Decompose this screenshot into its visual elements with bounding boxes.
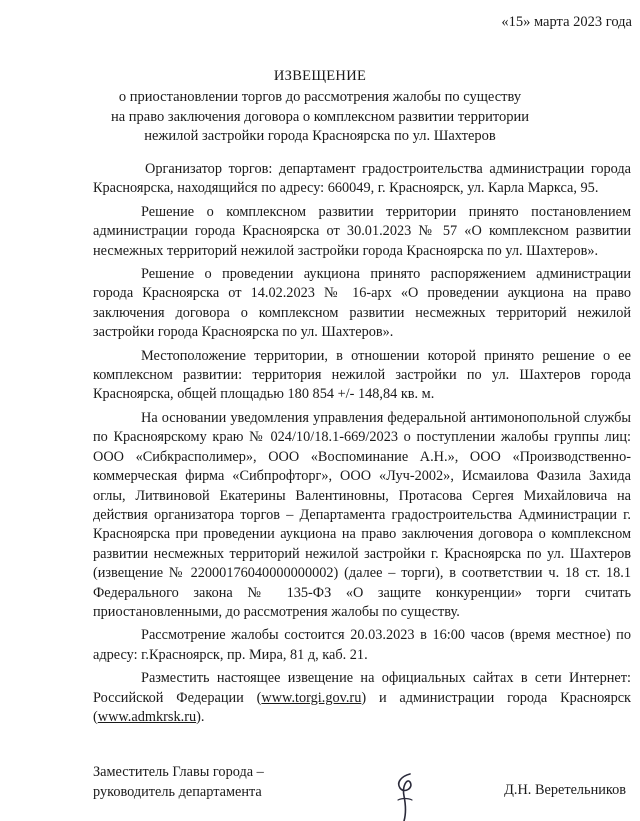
publication-text-middle: ) и администрации города Красноярск ( — [93, 689, 632, 725]
subtitle-line: о приостановлении торгов до рассмотрения жалобы по существу — [118, 89, 522, 105]
paragraph-publication — [93, 669, 631, 727]
position-line: руководитель департамента — [93, 783, 262, 800]
position-line: Заместитель Главы города – — [93, 764, 264, 780]
admkrsk-link[interactable]: www.admkrsk.ru — [97, 708, 197, 725]
notice-subtitle — [60, 88, 580, 147]
document-date: «15» марта 2023 года — [501, 14, 632, 30]
paragraph-development-decision: Решение о комплексном развитии территории принято постановлением администрации города Красноярска от 30.01.2023 № 57 «О комплексном развитии несмежных территорий нежилой застройки города Красноярска по ул. Шахтеров». — [93, 203, 631, 259]
handwritten-signature — [380, 770, 430, 821]
signatory-position — [93, 763, 264, 802]
paragraph-complaint: На основании уведомления управления федеральной антимонопольной службы по Красноярскому краю № 024/10/18.1-669/2023 о поступлении жалобы группы лиц: ООО «Сибкрасполимер», ООО «Воспоминание А.Н.», ООО «Производственно-коммерческая фирма «Сибпрофторг», ООО «Луч-2002», Исмаилова Фазила Захида оглы, Литвиновой Екатерины Валентиновны, Протасова Сергея Михайловича на действия организатора торгов – Департамента градостроительства Администрации г. Красноярска при проведении аукциона на право заключения договора о комплексном развитии несмежных территорий нежилой застройки г. Красноярска по ул. Шахтеров (извещение № 22000176040000000002) (далее – торги), в соответствии ч. 18 ст. 18.1 Федерального закона № 135-ФЗ «О защите конкуренции» торги считать приостановленными, до рассмотрения жалобы по существу. — [93, 409, 631, 620]
paragraph-location: Местоположение территории, в отношении которой принято решение о ее комплексном развитии: территория нежилой застройки по ул. Шахтеров города Красноярска, общей площадью 180 854 +/- 148,84 кв. м. — [93, 347, 631, 403]
publication-text-after: ). — [196, 708, 205, 725]
paragraph-hearing: Рассмотрение жалобы состоится 20.03.2023 в 16:00 часов (время местное) по адресу: г.Красноярск, пр. Мира, 81 д, каб. 21. — [93, 627, 631, 663]
subtitle-line: нежилой застройки города Красноярска по ул. Шахтеров — [144, 128, 496, 144]
subtitle-line: на право заключения договора о комплексном развитии территории — [110, 108, 530, 125]
publication-text-before: Разместить настоящее извещение на официальных сайтах в сети Интернет: Российской Федерации ( — [93, 670, 631, 706]
notice-body — [93, 160, 631, 731]
torgi-link[interactable]: www.torgi.gov.ru — [261, 689, 362, 706]
notice-title: ИЗВЕЩЕНИЕ — [273, 68, 367, 84]
paragraph-auction-decision: Решение о проведении аукциона принято распоряжением администрации города Красноярска от 14.02.2023 № 16-арх «О проведении аукциона на право заключения договора о комплексном развитии несмежных территорий нежилой застройки города Красноярска по ул. Шахтеров». — [93, 266, 631, 341]
signatory-name: Д.Н. Веретельников — [504, 782, 626, 798]
paragraph-organizer: Организатор торгов: департамент градостроительства администрации города Красноярска, находящийся по адресу: 660049, г. Красноярск, ул. Карла Маркса, 95. — [93, 161, 631, 197]
